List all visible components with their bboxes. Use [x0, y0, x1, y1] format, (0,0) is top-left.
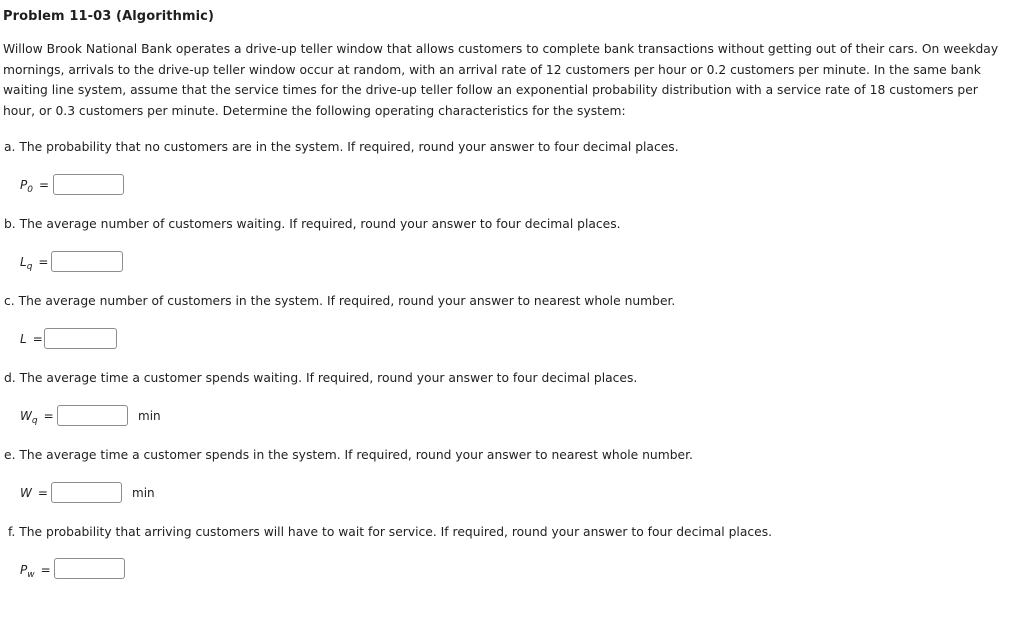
question-d-text: d. The average time a customer spends waiting. If required, round your answer to four decimal places. [4, 371, 638, 385]
problem-intro: Willow Brook National Bank operates a drive-up teller window that allows customers to complete bank transactions without getting out of their cars. On weekday mornings, arrivals to the drive-up teller window occur at random, with an arrival rate of 12 customers per hour or 0.2 customers per minute. In the same bank waiting line system, assume that the service times for the drive-up teller follow an exponential probability distribution with a service rate of 18 customers per hour, or 0.3 customers per minute. Determine the following operating characteristics for the system: [3, 42, 999, 119]
answer-p0-input[interactable] [53, 174, 124, 195]
question-e-text: e. The average time a customer spends in the system. If required, round your answer to nearest whole number. [4, 448, 693, 462]
question-c-label: L = [20, 332, 43, 346]
unit-min-label: min [138, 409, 161, 423]
answer-lq-input[interactable] [51, 251, 123, 272]
answer-pw-input[interactable] [54, 558, 125, 579]
answer-w-input[interactable] [51, 482, 122, 503]
unit-min-label: min [132, 486, 155, 500]
answer-l-input[interactable] [44, 328, 117, 349]
question-f-label: $P_w$ = [20, 563, 51, 580]
question-c-text: c. The average number of customers in the system. If required, round your answer to nearest whole number. [4, 294, 676, 308]
problem-title: Problem 11-03 (Algorithmic) [3, 9, 215, 24]
question-a-label: $P_0$ = [20, 178, 50, 195]
question-b-label: $L_q$ = [20, 255, 49, 272]
answer-wq-input[interactable] [57, 405, 128, 426]
question-f-text: f. The probability that arriving customers will have to wait for service. If required, round your answer to four decimal places. [8, 525, 773, 539]
question-b-text: b. The average number of customers waiting. If required, round your answer to four decimal places. [4, 217, 621, 231]
question-d-label: $W_q$ = [20, 409, 54, 426]
question-a-text: a. The probability that no customers are in the system. If required, round your answer to four decimal places. [4, 140, 679, 154]
question-e-label: W = [20, 486, 48, 500]
